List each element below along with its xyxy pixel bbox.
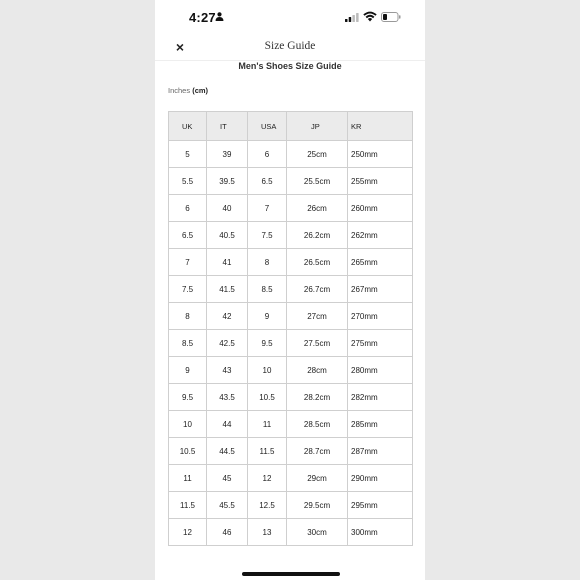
table-row [169, 195, 413, 222]
cell-kr: 267mm [348, 276, 413, 303]
cell-it: 45 [207, 465, 248, 492]
cell-uk: 8 [169, 303, 207, 330]
cell-it: 40 [207, 195, 248, 222]
cell-uk: 12 [169, 519, 207, 546]
cell-uk: 7 [169, 249, 207, 276]
cell-jp: 29cm [287, 465, 348, 492]
cell-uk: 5.5 [169, 168, 207, 195]
cell-uk: 8.5 [169, 330, 207, 357]
cell-uk: 11 [169, 465, 207, 492]
cell-jp: 26cm [287, 195, 348, 222]
cell-kr: 290mm [348, 465, 413, 492]
cell-kr: 270mm [348, 303, 413, 330]
cell-jp: 28.5cm [287, 411, 348, 438]
cell-it: 43.5 [207, 384, 248, 411]
table-row [169, 168, 413, 195]
cell-jp: 28.2cm [287, 384, 348, 411]
person-icon [215, 12, 224, 21]
column-header-it: IT [207, 112, 248, 141]
battery-icon [381, 12, 401, 22]
cell-it: 44 [207, 411, 248, 438]
cell-kr: 282mm [348, 384, 413, 411]
cell-usa: 11.5 [248, 438, 287, 465]
cell-it: 43 [207, 357, 248, 384]
cell-kr: 250mm [348, 141, 413, 168]
phone-screen [155, 0, 425, 580]
cell-it: 45.5 [207, 492, 248, 519]
cell-usa: 8 [248, 249, 287, 276]
cell-jp: 25.5cm [287, 168, 348, 195]
cell-jp: 27cm [287, 303, 348, 330]
table-row [169, 141, 413, 168]
cell-kr: 295mm [348, 492, 413, 519]
cell-it: 41.5 [207, 276, 248, 303]
cell-uk: 7.5 [169, 276, 207, 303]
cell-usa: 9.5 [248, 330, 287, 357]
table-row [169, 411, 413, 438]
table-body [169, 141, 413, 546]
cell-usa: 9 [248, 303, 287, 330]
cell-usa: 11 [248, 411, 287, 438]
cell-jp: 25cm [287, 141, 348, 168]
wifi-icon [363, 11, 377, 22]
cell-usa: 8.5 [248, 276, 287, 303]
cell-uk: 10 [169, 411, 207, 438]
size-guide-title: Men's Shoes Size Guide [238, 61, 342, 71]
cell-kr: 287mm [348, 438, 413, 465]
cell-it: 42.5 [207, 330, 248, 357]
close-icon[interactable]: × [175, 39, 185, 55]
cell-kr: 280mm [348, 357, 413, 384]
cell-uk: 6 [169, 195, 207, 222]
cell-it: 46 [207, 519, 248, 546]
table-row [169, 519, 413, 546]
cell-jp: 26.2cm [287, 222, 348, 249]
cell-it: 40.5 [207, 222, 248, 249]
cell-uk: 11.5 [169, 492, 207, 519]
cell-uk: 6.5 [169, 222, 207, 249]
cell-kr: 300mm [348, 519, 413, 546]
cell-usa: 6.5 [248, 168, 287, 195]
table-row [169, 384, 413, 411]
table-row [169, 465, 413, 492]
status-bar [155, 0, 425, 34]
cell-usa: 6 [248, 141, 287, 168]
cell-usa: 13 [248, 519, 287, 546]
cell-kr: 275mm [348, 330, 413, 357]
cell-uk: 9 [169, 357, 207, 384]
column-header-kr: KR [348, 112, 413, 141]
cellular-signal-icon [345, 13, 359, 22]
cell-it: 44.5 [207, 438, 248, 465]
column-header-usa: USA [248, 112, 287, 141]
cell-usa: 12 [248, 465, 287, 492]
cell-it: 39.5 [207, 168, 248, 195]
table-row [169, 249, 413, 276]
table-row [169, 492, 413, 519]
cell-kr: 255mm [348, 168, 413, 195]
column-header-jp: JP [287, 112, 348, 141]
cell-jp: 29.5cm [287, 492, 348, 519]
cell-jp: 28.7cm [287, 438, 348, 465]
cell-jp: 30cm [287, 519, 348, 546]
cell-it: 39 [207, 141, 248, 168]
table-row [169, 438, 413, 465]
page-title: Size Guide [264, 40, 316, 52]
cell-uk: 10.5 [169, 438, 207, 465]
table-row [169, 330, 413, 357]
cell-kr: 262mm [348, 222, 413, 249]
unit-primary: Inches [168, 86, 191, 95]
cell-kr: 285mm [348, 411, 413, 438]
cell-uk: 5 [169, 141, 207, 168]
size-table [168, 111, 413, 546]
cell-kr: 265mm [348, 249, 413, 276]
table-row [169, 222, 413, 249]
cell-jp: 28cm [287, 357, 348, 384]
table-header-row [169, 112, 413, 141]
cell-usa: 7 [248, 195, 287, 222]
cell-usa: 10.5 [248, 384, 287, 411]
cell-jp: 26.7cm [287, 276, 348, 303]
cell-jp: 27.5cm [287, 330, 348, 357]
cell-usa: 10 [248, 357, 287, 384]
cell-usa: 7.5 [248, 222, 287, 249]
unit-label [168, 86, 208, 95]
status-time: 4:27 [189, 10, 216, 25]
home-indicator[interactable] [242, 572, 340, 576]
modal-header [155, 36, 425, 61]
column-header-uk: UK [169, 112, 207, 141]
table-row [169, 357, 413, 384]
unit-secondary: (cm) [192, 86, 209, 95]
cell-it: 42 [207, 303, 248, 330]
cell-uk: 9.5 [169, 384, 207, 411]
table-row [169, 276, 413, 303]
cell-jp: 26.5cm [287, 249, 348, 276]
cell-usa: 12.5 [248, 492, 287, 519]
cell-it: 41 [207, 249, 248, 276]
table-row [169, 303, 413, 330]
cell-kr: 260mm [348, 195, 413, 222]
